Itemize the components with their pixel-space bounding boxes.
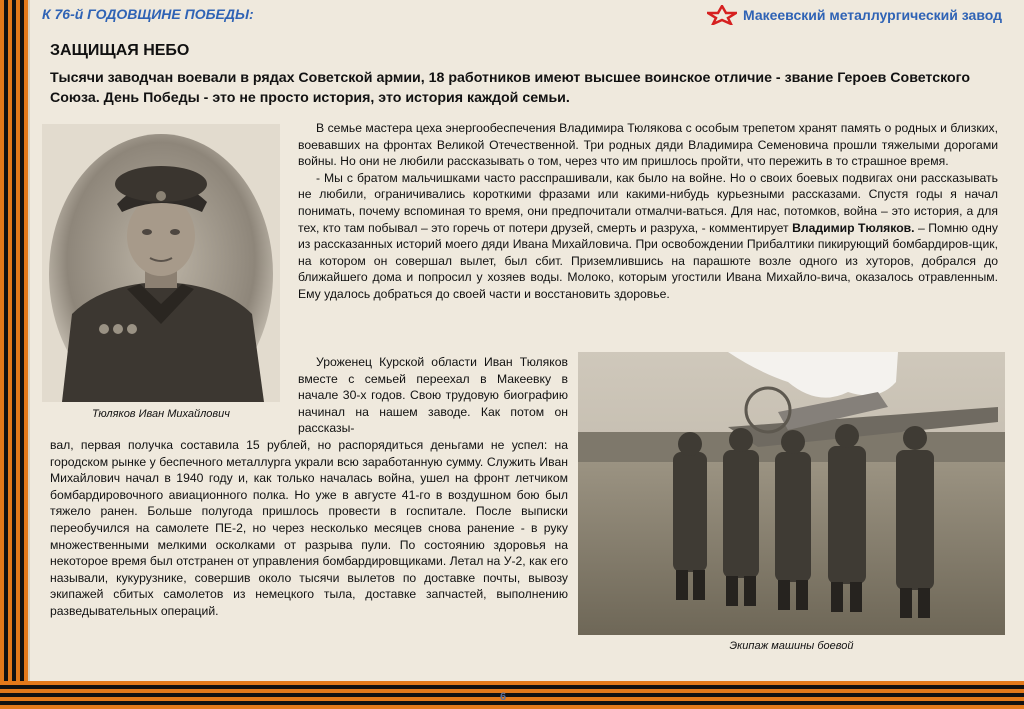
article-body-middle bbox=[298, 354, 568, 437]
crew-image bbox=[578, 352, 1005, 635]
st-george-ribbon-bottom bbox=[0, 681, 1024, 709]
paragraph: Уроженец Курской области Иван Тюляков вместе с семьей переехал в Макеевку в начале 30-х годов. Свою трудовую биографию начинал на нашем заводе. Как потом он рассказы- bbox=[298, 355, 568, 436]
person-name: Владимир Тюляков. bbox=[792, 220, 915, 235]
crew-photo bbox=[578, 352, 1005, 635]
st-george-ribbon-left bbox=[0, 0, 30, 709]
portrait-image bbox=[42, 124, 280, 402]
paragraph: - Мы с братом мальчишками часто расспрашивали, как было на войне. Но о своих боевых подвигах они рассказывать не любили, ограничивались короткими фразами или какими-нибудь курьезными рассказами. Спустя годы я начал понимать, почему вспоминая то время, они предпочитали отмалчи-ваться. Для нас, потомков, война – это история, а для тех, кто там побывал – это горечь от потери друзей, смерть и разруха, - комментирует Владимир Тюляков. – Помню одну из рассказанных историй моего дяди Ивана Михайловича. При освобождении Прибалтики пикирующий бомбардиров-щик, на котором он совершал вылет, был сбит. Приземлившись на парашюте возле одного из хуторов, добрался до ближайшего дома и попросил у хозяев воды. Молоко, которым угостили Ивана Михайло-вича, оказалось отравленным. Ему удалось добраться до своей части и восстановить здоровье. bbox=[298, 170, 998, 301]
crew-caption: Экипаж машины боевой bbox=[729, 640, 854, 652]
page-number: 6 bbox=[500, 691, 507, 703]
star-logo-icon bbox=[707, 5, 737, 25]
section-header: К 76-й ГОДОВЩИНЕ ПОБЕДЫ: bbox=[42, 6, 254, 22]
paragraph: вал, первая получка составила 15 рублей, но распорядиться деньгами не успел: на городском рынке у беспечного металлурга украли всю заработанную сумму. Служить Иван Михайлович начал в 1940 году и, как только началась война, ушел на фронт летчиком бомбардировочного авиационного полка. Но уже в августе 41-го в воздушном бою был тяжело ранен. Больше полугода пришлось провести в госпитале. После выписки переобучился на самолете ПЕ-2, но через несколько месяцев снова ранение - в руку множественными мелкими осколками от разрыва пули. По состоянию здоровья на некоторое время был отстранен от управления бомбардировщиками. Летал на У-2, как его называли, кукурузнике, совершив около тысячи вылетов по доставке почты, вывозу экипажей сбитых самолетов из немецкого тыла, доставке запчастей, выполнению разведывательных операций. bbox=[50, 438, 568, 618]
org-name: Макеевский металлургический завод bbox=[742, 7, 1002, 23]
article-body-bottom bbox=[50, 437, 568, 620]
paragraph: В семье мастера цеха энергообеспечения Владимира Тюлякова с особым трепетом хранят память о родных и близких, воевавших на фронтах Великой Отечественной. Три родных дяди Владимира Семеновича прошли тяжелыми дорогами войны. Но они не любили рассказывать о том, через что им пришлось пройти, что пережить в то страшное время. bbox=[298, 121, 998, 169]
portrait-photo bbox=[42, 124, 280, 420]
portrait-caption: Тюляков Иван Михайлович bbox=[92, 408, 230, 420]
article-title: ЗАЩИЩАЯ НЕБО bbox=[50, 42, 190, 59]
article-body-top bbox=[298, 120, 998, 303]
org-header bbox=[707, 5, 1002, 25]
article-lead: Тысячи заводчан воевали в рядах Советской армии, 18 работников имеют высшее воинское отличие - звание Героев Советского Союза. День Победы - это не просто история, это история каждой семьи. bbox=[50, 70, 971, 106]
